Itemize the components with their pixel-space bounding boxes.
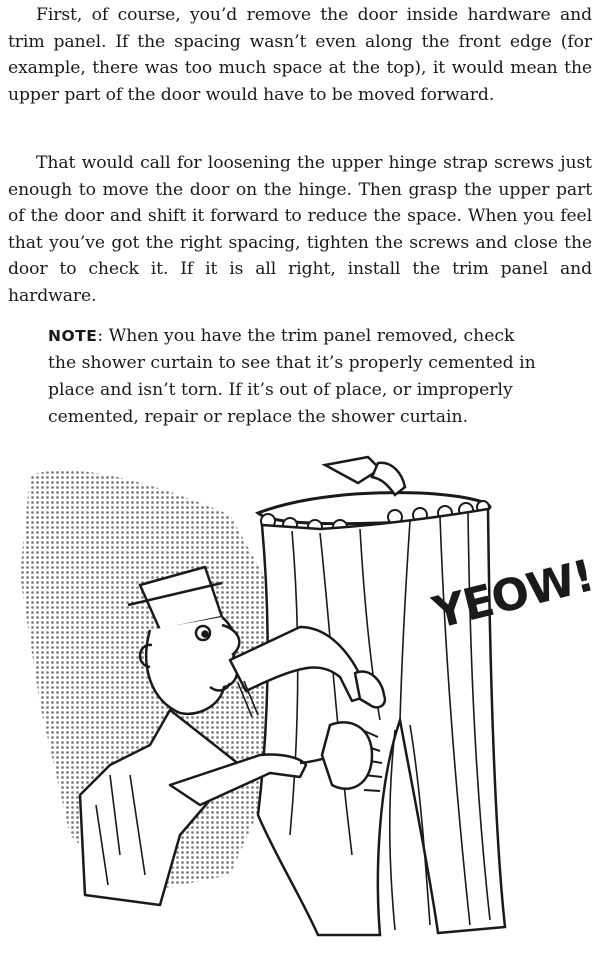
shower-curtain-cartoon bbox=[0, 455, 600, 954]
note-label: NOTE bbox=[48, 327, 98, 345]
top-hand bbox=[325, 457, 405, 495]
yeow-exclamation: YEOW! bbox=[428, 550, 599, 640]
paragraph-loosen-hinge: That would call for loosening the upper hinge strap screws just enough to move the door on the hinge. Then grasp the upper part of the door and shift it forward to reduce the space. When you feel that you’ve got the right spacing, tighten the screws and close the door to check it. If it is all right, install the trim panel and hardware. bbox=[8, 153, 592, 306]
note-text: : When you have the trim panel removed, check the shower curtain to see that it’s properly cemented in place and isn’t torn. If it’s out of place, or improperly cemented, repair or replace the shower curtain. bbox=[48, 326, 536, 427]
note-block bbox=[48, 323, 548, 431]
paragraph-remove-trim: First, of course, you’d remove the door inside hardware and trim panel. If the spacing wasn’t even along the front edge (for example, there was too much space at the top), it would mean the upper part of the door would have to be moved forward. bbox=[8, 5, 592, 105]
